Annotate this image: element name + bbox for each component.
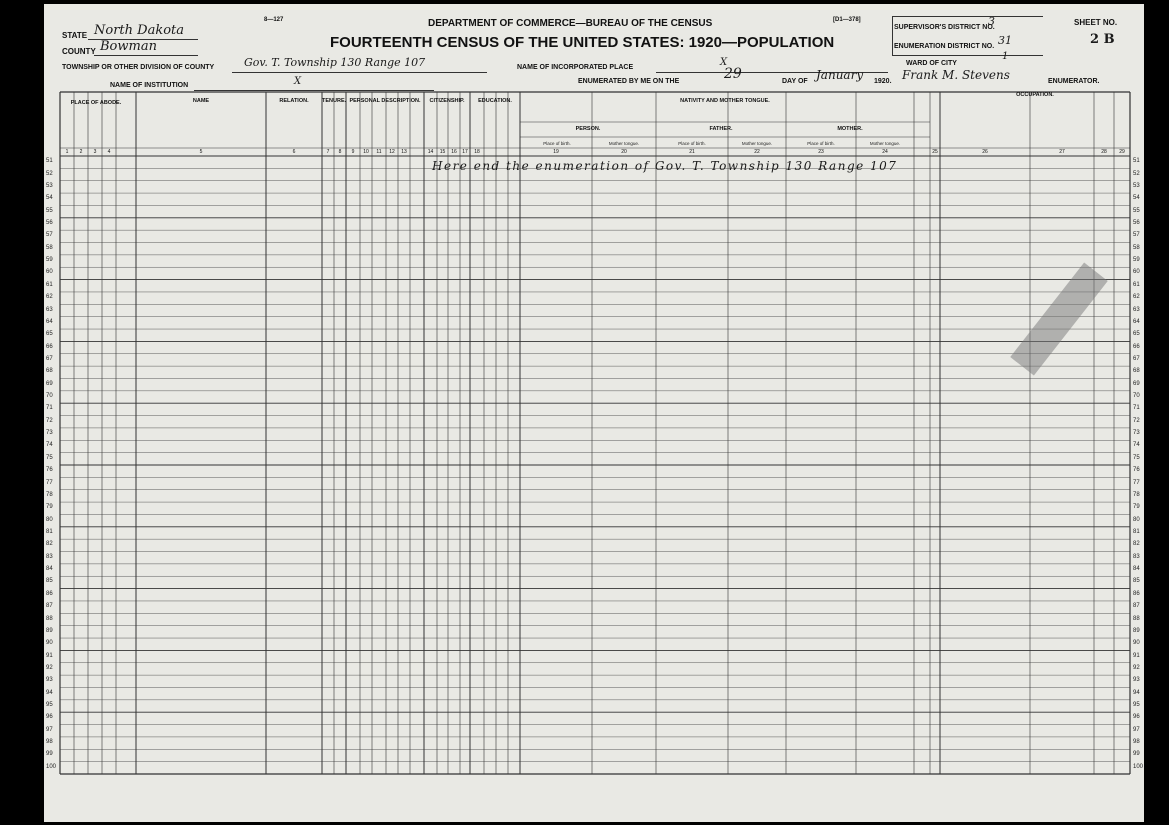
form-number: 8—127 [264,17,284,23]
row-number-right: 97 [1133,726,1140,733]
row-number-right: 61 [1133,281,1140,288]
row-number-left: 54 [46,195,53,202]
row-number-right: 81 [1133,528,1140,535]
supervisor-value: 3 [988,15,995,28]
ward-value: 1 [1002,51,1009,62]
row-number-left: 82 [46,541,53,548]
section-name: NAME [192,98,210,104]
row-number-left: 90 [46,640,53,647]
census-sheet [44,4,1144,822]
row-number-right: 67 [1133,355,1140,362]
row-number-left: 91 [46,652,53,659]
column-number: 18 [474,149,480,155]
enumerated-day: 29 [724,66,742,82]
row-number-right: 73 [1133,430,1140,437]
person-mother-tongue: Mother tongue. [608,141,640,146]
row-number-right: 68 [1133,368,1140,375]
row-number-right: 63 [1133,306,1140,313]
incorporated-label: NAME OF INCORPORATED PLACE [517,64,634,71]
mother-place-birth: Place of birth. [807,141,835,146]
row-number-right: 90 [1133,640,1140,647]
entry-line-51: Here end the enumeration of Gov. T. Township 130 Range 107 [432,159,898,173]
section-tenure: TENURE. [322,98,346,104]
column-number: 16 [451,149,457,155]
row-number-left: 66 [46,343,53,350]
row-number-right: 69 [1133,380,1140,387]
row-number-right: 76 [1133,467,1140,474]
row-number-right: 62 [1133,294,1140,301]
incorporated-value: X [720,57,728,68]
row-number-left: 98 [46,739,53,746]
column-number: 25 [932,149,938,155]
row-number-right: 71 [1133,405,1140,412]
row-number-right: 54 [1133,195,1140,202]
row-number-right: 84 [1133,566,1140,573]
row-number-left: 69 [46,380,53,387]
column-number: 14 [427,149,434,155]
row-number-left: 59 [46,257,53,264]
person-place-birth: Place of birth. [543,141,571,146]
row-number-left: 99 [46,751,53,758]
enum-district-value: 31 [998,34,1012,47]
father-mother-tongue: Mother tongue. [741,141,773,146]
column-number: 10 [363,149,369,155]
row-number-left: 55 [46,207,53,214]
row-number-left: 79 [46,504,53,511]
column-number: 23 [818,149,824,155]
mother-mother-tongue: Mother tongue. [869,141,901,146]
row-number-left: 95 [46,702,53,709]
row-number-right: 77 [1133,479,1140,486]
section-citizenship: CITIZENSHIP. [429,98,465,104]
row-number-left: 63 [46,306,53,313]
column-number: 7 [326,149,330,155]
column-number: 27 [1059,149,1065,155]
row-number-right: 78 [1133,491,1140,498]
row-number-left: 88 [46,615,53,622]
row-number-right: 72 [1133,417,1140,424]
row-number-left: 53 [46,182,53,189]
column-number: 19 [553,149,559,155]
state-value: North Dakota [94,23,184,38]
column-number: 28 [1101,149,1107,155]
day-of-label: DAY OF [782,78,808,85]
row-number-right: 91 [1133,652,1140,659]
row-number-right: 80 [1133,516,1140,523]
column-number: 12 [389,149,395,155]
column-number: 24 [882,149,888,155]
column-number: 13 [401,149,407,155]
year-label: 1920. [874,78,892,85]
row-number-left: 57 [46,232,53,239]
row-number-left: 61 [46,281,53,288]
column-number: 29 [1119,149,1125,155]
row-number-right: 74 [1133,442,1140,449]
row-number-right: 100 [1133,763,1144,770]
section-occupation: OCCUPATION. [1016,92,1054,98]
column-number: 17 [462,149,468,155]
row-number-left: 67 [46,355,53,362]
row-number-right: 70 [1133,393,1140,400]
institution-label: NAME OF INSTITUTION [110,82,189,89]
row-number-right: 83 [1133,553,1140,560]
enumerated-month: January [816,68,864,82]
row-number-left: 94 [46,689,53,696]
enum-district-label: ENUMERATION DISTRICT NO. [894,43,995,50]
section-personal: PERSONAL DESCRIPTION. [349,98,421,104]
row-number-right: 98 [1133,739,1140,746]
row-number-right: 92 [1133,664,1140,671]
row-number-left: 92 [46,664,53,671]
ward-label: WARD OF CITY [906,60,957,67]
section-mother: MOTHER. [837,126,863,132]
township-value: Gov. T. Township 130 Range 107 [244,56,426,69]
row-number-left: 71 [46,405,53,412]
row-number-right: 75 [1133,454,1140,461]
section-father: FATHER. [709,126,733,132]
row-number-right: 64 [1133,318,1140,325]
row-number-right: 66 [1133,343,1140,350]
row-number-right: 94 [1133,689,1140,696]
sheet-value: 2 B [1090,32,1115,47]
row-number-right: 96 [1133,714,1140,721]
row-number-right: 82 [1133,541,1140,548]
department-title: DEPARTMENT OF COMMERCE—BUREAU OF THE CENSUS [428,18,713,29]
section-education: EDUCATION. [478,98,512,104]
column-number: 26 [982,149,988,155]
column-number: 22 [754,149,760,155]
row-number-right: 53 [1133,182,1140,189]
row-number-left: 84 [46,566,53,573]
sheet-label: SHEET NO. [1074,18,1118,27]
county-label: COUNTY [62,47,96,56]
row-number-left: 64 [46,318,53,325]
column-number: 11 [376,149,382,155]
county-value: Bowman [100,39,157,54]
row-number-right: 79 [1133,504,1140,511]
section-person: PERSON. [575,126,601,132]
row-number-left: 58 [46,244,53,251]
row-number-right: 87 [1133,603,1140,610]
column-number: 20 [621,149,627,155]
row-number-left: 65 [46,331,53,338]
row-number-left: 68 [46,368,53,375]
state-label: STATE [62,31,88,40]
row-number-left: 87 [46,603,53,610]
section-relation: RELATION. [279,98,309,104]
enumerator-label: ENUMERATOR. [1048,78,1100,85]
row-number-right: 60 [1133,269,1140,276]
row-number-left: 100 [46,763,57,770]
row-number-left: 86 [46,590,53,597]
column-number: 15 [439,149,446,155]
row-number-right: 88 [1133,615,1140,622]
row-number-left: 56 [46,219,53,226]
row-number-right: 99 [1133,751,1140,758]
row-number-right: 89 [1133,627,1140,634]
row-number-left: 93 [46,677,53,684]
column-number: 4 [107,149,111,155]
form-code: [D1—378] [833,17,861,23]
row-number-left: 73 [46,430,53,437]
row-number-left: 97 [46,726,53,733]
row-number-left: 85 [46,578,53,585]
row-number-right: 56 [1133,219,1140,226]
row-number-left: 78 [46,491,53,498]
column-number: 21 [689,149,695,155]
row-number-right: 59 [1133,257,1140,264]
enumerated-label: ENUMERATED BY ME ON THE [578,78,680,85]
column-number: 9 [351,149,355,155]
row-number-right: 85 [1133,578,1140,585]
row-number-left: 70 [46,393,53,400]
section-nativity: NATIVITY AND MOTHER TONGUE. [680,98,770,104]
row-number-left: 52 [46,170,53,177]
row-number-left: 96 [46,714,53,721]
column-number: 3 [93,149,97,155]
row-number-left: 60 [46,269,53,276]
row-number-right: 86 [1133,590,1140,597]
page-title: FOURTEENTH CENSUS OF THE UNITED STATES: 1920—POPULATION [330,34,835,51]
row-number-left: 77 [46,479,53,486]
column-number: 1 [65,149,69,155]
column-number: 6 [292,149,296,155]
row-number-left: 76 [46,467,53,474]
row-number-left: 80 [46,516,53,523]
row-number-left: 83 [46,553,53,560]
row-number-right: 95 [1133,702,1140,709]
column-number: 5 [199,149,203,155]
township-label: TOWNSHIP OR OTHER DIVISION OF COUNTY [62,64,215,71]
father-place-birth: Place of birth. [678,141,706,146]
row-number-left: 51 [46,158,53,165]
row-number-right: 51 [1133,158,1140,165]
row-number-right: 58 [1133,244,1140,251]
enumerator-name: Frank M. Stevens [902,68,1010,82]
row-number-right: 57 [1133,232,1140,239]
row-number-left: 81 [46,528,53,535]
column-number: 8 [338,149,342,155]
row-number-right: 65 [1133,331,1140,338]
row-number-right: 55 [1133,207,1140,214]
institution-value: X [294,76,302,87]
row-number-right: 52 [1133,170,1140,177]
row-number-left: 74 [46,442,53,449]
row-number-left: 72 [46,417,53,424]
row-number-right: 93 [1133,677,1140,684]
row-number-left: 62 [46,294,53,301]
section-abode: PLACE OF ABODE. [70,100,122,106]
row-number-left: 75 [46,454,53,461]
supervisor-label: SUPERVISOR'S DISTRICT NO. [894,24,995,31]
column-number: 2 [79,149,83,155]
row-number-left: 89 [46,627,53,634]
